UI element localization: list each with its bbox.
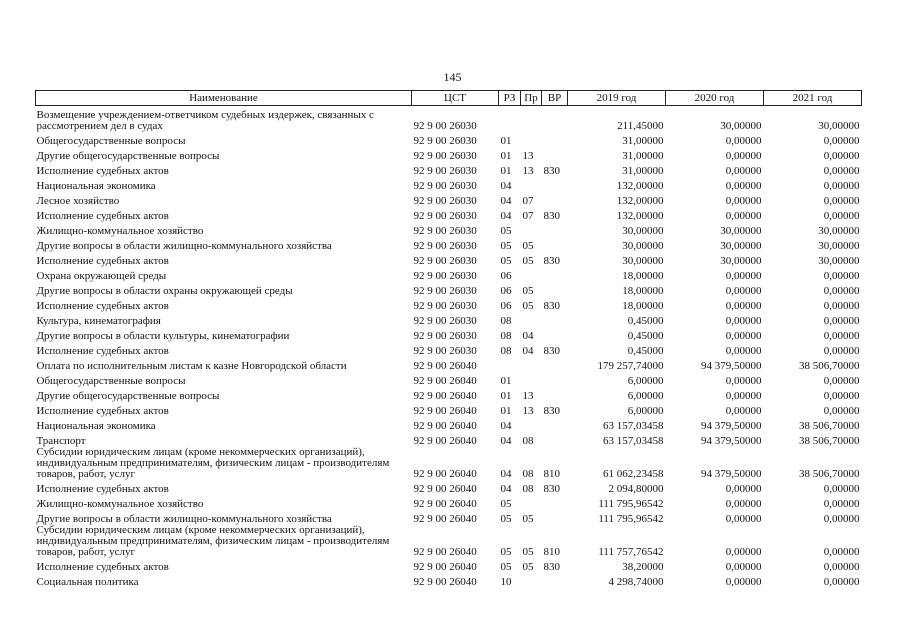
row-2019-cell: 61 062,23458 — [603, 467, 664, 480]
table-row — [36, 222, 862, 237]
row-vr-cell — [542, 387, 568, 402]
table-row — [36, 432, 862, 447]
row-2020-cell: 0,00000 — [725, 284, 762, 297]
budget-table — [35, 90, 862, 588]
row-2020-cell: 0,00000 — [725, 314, 762, 327]
row-name-cell: Другие вопросы в области охраны окружающей среды — [36, 284, 293, 297]
row-name-cell: Транспорт — [36, 434, 86, 447]
row-csr-cell: 92 9 00 26040 — [413, 560, 477, 573]
table-row — [36, 495, 862, 510]
row-2019-cell: 111 757,76542 — [598, 545, 664, 558]
table-row — [36, 147, 862, 162]
row-pr-cell: 07 — [522, 209, 534, 222]
row-vr-cell — [542, 106, 568, 132]
row-2021-cell: 0,00000 — [823, 164, 860, 177]
row-pr-cell: 08 — [522, 434, 534, 447]
row-2020-cell: 0,00000 — [725, 329, 762, 342]
table-row — [36, 267, 862, 282]
row-rz-cell: 06 — [500, 299, 512, 312]
row-2020-cell: 94 379,50000 — [701, 359, 762, 372]
table-row — [36, 327, 862, 342]
row-rz-cell: 01 — [500, 404, 512, 417]
row-2020-cell: 0,00000 — [725, 194, 762, 207]
row-2021-cell: 0,00000 — [823, 179, 860, 192]
row-2019-cell: 179 257,74000 — [597, 359, 664, 372]
table-row — [36, 372, 862, 387]
row-rz-cell: 01 — [500, 389, 512, 402]
row-name-cell: Охрана окружающей среды — [36, 269, 167, 282]
row-csr-cell: 92 9 00 26030 — [413, 149, 477, 162]
row-vr-cell: 830 — [543, 299, 560, 312]
row-name-cell: Другие вопросы в области жилищно-коммунального хозяйства — [36, 239, 332, 252]
row-2021-cell: 0,00000 — [823, 329, 860, 342]
row-name-cell: Другие вопросы в области культуры, кинематографии — [36, 329, 290, 342]
row-rz-cell: 08 — [500, 344, 512, 357]
row-pr-cell — [521, 573, 542, 588]
row-vr-cell: 830 — [543, 209, 560, 222]
row-csr-cell: 92 9 00 26040 — [413, 404, 477, 417]
row-2021-cell: 0,00000 — [823, 374, 860, 387]
row-vr-cell: 830 — [543, 164, 560, 177]
row-pr-cell — [521, 417, 542, 432]
row-pr-cell: 05 — [522, 239, 534, 252]
row-rz-cell: 01 — [500, 134, 512, 147]
row-name-cell: Оплата по исполнительным листам к казне Новгородской области — [36, 359, 347, 372]
row-2021-cell: 0,00000 — [823, 560, 860, 573]
row-2019-cell: 6,00000 — [627, 389, 664, 402]
row-csr-cell: 92 9 00 26040 — [413, 389, 477, 402]
row-rz-cell: 05 — [500, 512, 512, 525]
row-vr-cell — [542, 573, 568, 588]
row-pr-cell — [521, 177, 542, 192]
row-name-cell: Общегосударственные вопросы — [36, 134, 186, 147]
row-2019-cell: 18,00000 — [622, 299, 664, 312]
row-pr-cell — [521, 267, 542, 282]
row-pr-cell — [521, 222, 542, 237]
row-vr-cell: 830 — [543, 254, 560, 267]
table-row — [36, 252, 862, 267]
row-2019-cell: 211,45000 — [617, 119, 664, 132]
row-csr-cell: 92 9 00 26040 — [413, 545, 477, 558]
header-vr: ВР — [542, 91, 568, 106]
row-vr-cell: 830 — [543, 560, 560, 573]
row-2020-cell: 94 379,50000 — [701, 467, 762, 480]
row-csr-cell: 92 9 00 26040 — [413, 359, 477, 372]
header-2021: 2021 год — [764, 91, 862, 106]
row-vr-cell — [542, 495, 568, 510]
row-vr-cell — [542, 417, 568, 432]
row-2021-cell: 0,00000 — [823, 389, 860, 402]
row-2019-cell: 38,20000 — [622, 560, 664, 573]
row-rz-cell: 06 — [500, 269, 512, 282]
row-pr-cell — [521, 495, 542, 510]
row-rz-cell: 05 — [500, 545, 512, 558]
row-name-cell: Национальная экономика — [36, 179, 156, 192]
table-row — [36, 106, 862, 132]
row-2020-cell: 0,00000 — [725, 134, 762, 147]
row-2019-cell: 6,00000 — [627, 404, 664, 417]
row-vr-cell — [542, 222, 568, 237]
row-csr-cell: 92 9 00 26030 — [413, 269, 477, 282]
table-row — [36, 387, 862, 402]
row-2020-cell: 0,00000 — [725, 269, 762, 282]
row-pr-cell — [521, 312, 542, 327]
row-vr-cell — [542, 177, 568, 192]
row-vr-cell: 810 — [543, 467, 560, 480]
row-rz-cell: 10 — [500, 575, 512, 588]
row-2021-cell: 38 506,70000 — [799, 467, 860, 480]
row-csr-cell: 92 9 00 26040 — [413, 512, 477, 525]
row-name-cell: Другие вопросы в области жилищно-коммунального хозяйства — [36, 512, 332, 525]
row-csr-cell: 92 9 00 26040 — [413, 482, 477, 495]
row-name-cell: Субсидии юридическим лицам (кроме некоммерческих организаций), индивидуальным предпринимателям, физическим лицам - производителям товаров, работ, услуг — [36, 523, 390, 558]
row-rz-cell: 04 — [500, 482, 512, 495]
row-pr-cell: 13 — [522, 149, 534, 162]
row-2021-cell: 0,00000 — [823, 344, 860, 357]
row-pr-cell: 07 — [522, 194, 534, 207]
row-2021-cell: 0,00000 — [823, 149, 860, 162]
row-csr-cell: 92 9 00 26030 — [413, 254, 477, 267]
table-row — [36, 282, 862, 297]
row-pr-cell — [521, 132, 542, 147]
row-pr-cell: 04 — [522, 329, 534, 342]
row-2019-cell: 31,00000 — [622, 149, 664, 162]
table-header — [36, 91, 862, 106]
row-name-cell: Лесное хозяйство — [36, 194, 120, 207]
row-name-cell: Социальная политика — [36, 575, 139, 588]
row-csr-cell: 92 9 00 26030 — [413, 164, 477, 177]
row-2019-cell: 31,00000 — [622, 134, 664, 147]
row-2019-cell: 111 795,96542 — [598, 512, 664, 525]
row-2020-cell: 0,00000 — [725, 209, 762, 222]
row-name-cell: Жилищно-коммунальное хозяйство — [36, 497, 204, 510]
row-2021-cell: 38 506,70000 — [799, 419, 860, 432]
row-2020-cell: 94 379,50000 — [701, 434, 762, 447]
table-row — [36, 342, 862, 357]
row-2021-cell: 0,00000 — [823, 497, 860, 510]
table-row — [36, 402, 862, 417]
row-name-cell: Исполнение судебных актов — [36, 254, 169, 267]
row-2019-cell: 0,45000 — [627, 344, 664, 357]
row-csr-cell: 92 9 00 26030 — [413, 239, 477, 252]
row-2021-cell: 0,00000 — [823, 482, 860, 495]
row-pr-cell: 05 — [522, 254, 534, 267]
table-row — [36, 357, 862, 372]
row-name-cell: Исполнение судебных актов — [36, 164, 169, 177]
header-name: Наименование — [36, 91, 412, 106]
row-2020-cell: 0,00000 — [725, 164, 762, 177]
row-pr-cell — [521, 357, 542, 372]
row-rz-cell: 08 — [500, 329, 512, 342]
row-2019-cell: 30,00000 — [622, 224, 664, 237]
row-2020-cell: 0,00000 — [725, 404, 762, 417]
header-rz: РЗ — [499, 91, 521, 106]
row-csr-cell: 92 9 00 26040 — [413, 497, 477, 510]
row-rz-cell: 04 — [500, 179, 512, 192]
table-row — [36, 162, 862, 177]
row-2019-cell: 63 157,03458 — [603, 434, 664, 447]
row-2021-cell: 0,00000 — [823, 299, 860, 312]
row-name-cell: Национальная экономика — [36, 419, 156, 432]
row-2020-cell: 0,00000 — [725, 512, 762, 525]
row-2020-cell: 0,00000 — [725, 497, 762, 510]
row-2021-cell: 0,00000 — [823, 269, 860, 282]
row-2019-cell: 30,00000 — [622, 239, 664, 252]
row-2020-cell: 94 379,50000 — [701, 419, 762, 432]
row-2019-cell: 63 157,03458 — [603, 419, 664, 432]
table-row — [36, 558, 862, 573]
page-number: 145 — [443, 70, 462, 84]
row-2020-cell: 0,00000 — [725, 545, 762, 558]
row-csr-cell: 92 9 00 26040 — [413, 419, 477, 432]
row-csr-cell: 92 9 00 26030 — [413, 224, 477, 237]
row-pr-cell: 13 — [522, 164, 534, 177]
row-rz-cell: 04 — [500, 209, 512, 222]
row-2021-cell: 30,00000 — [818, 119, 860, 132]
row-vr-cell — [542, 237, 568, 252]
row-pr-cell: 05 — [522, 545, 534, 558]
table-row — [36, 192, 862, 207]
row-vr-cell: 830 — [543, 482, 560, 495]
row-2019-cell: 132,00000 — [616, 209, 664, 222]
row-2021-cell: 0,00000 — [823, 314, 860, 327]
row-vr-cell: 830 — [543, 344, 560, 357]
row-rz-cell: 04 — [500, 434, 512, 447]
table-row — [36, 237, 862, 252]
row-csr-cell: 92 9 00 26030 — [413, 314, 477, 327]
row-rz-cell — [499, 357, 521, 372]
row-vr-cell — [542, 510, 568, 525]
table-row — [36, 573, 862, 588]
row-rz-cell: 05 — [500, 239, 512, 252]
row-2020-cell: 0,00000 — [725, 149, 762, 162]
row-2020-cell: 0,00000 — [725, 179, 762, 192]
row-2021-cell: 0,00000 — [823, 284, 860, 297]
header-csr: ЦСТ — [412, 91, 499, 106]
row-name-cell: Возмещение учреждением-ответчиком судебных издержек, связанных с рассмотрением дел в судах — [36, 108, 374, 132]
row-vr-cell — [542, 372, 568, 387]
row-pr-cell: 08 — [522, 482, 534, 495]
table-row — [36, 525, 862, 558]
row-rz-cell: 01 — [500, 149, 512, 162]
row-csr-cell: 92 9 00 26030 — [413, 299, 477, 312]
row-2020-cell: 30,00000 — [720, 254, 762, 267]
row-rz-cell: 05 — [500, 497, 512, 510]
row-rz-cell — [499, 106, 521, 132]
row-2021-cell: 0,00000 — [823, 512, 860, 525]
row-vr-cell — [542, 192, 568, 207]
table-row — [36, 207, 862, 222]
row-name-cell: Субсидии юридическим лицам (кроме некоммерческих организаций), индивидуальным предпринимателям, физическим лицам - производителям товаров, работ, услуг — [36, 445, 390, 480]
row-name-cell: Исполнение судебных актов — [36, 344, 169, 357]
table-row — [36, 177, 862, 192]
row-2020-cell: 0,00000 — [725, 389, 762, 402]
row-2021-cell: 38 506,70000 — [799, 434, 860, 447]
header-pr: Пр — [521, 91, 542, 106]
row-2020-cell: 0,00000 — [725, 482, 762, 495]
row-pr-cell: 13 — [522, 389, 534, 402]
row-2020-cell: 0,00000 — [725, 575, 762, 588]
row-csr-cell: 92 9 00 26040 — [413, 575, 477, 588]
row-2021-cell: 30,00000 — [818, 254, 860, 267]
table-body — [36, 106, 862, 588]
table-row — [36, 510, 862, 525]
row-2021-cell: 0,00000 — [823, 404, 860, 417]
row-pr-cell: 05 — [522, 512, 534, 525]
row-pr-cell: 13 — [522, 404, 534, 417]
row-2021-cell: 0,00000 — [823, 575, 860, 588]
row-2020-cell: 30,00000 — [720, 224, 762, 237]
row-name-cell: Общегосударственные вопросы — [36, 374, 186, 387]
row-rz-cell: 08 — [500, 314, 512, 327]
row-rz-cell: 06 — [500, 284, 512, 297]
row-2019-cell: 132,00000 — [616, 179, 664, 192]
row-pr-cell: 08 — [522, 467, 534, 480]
row-2020-cell: 0,00000 — [725, 560, 762, 573]
row-pr-cell — [521, 372, 542, 387]
row-name-cell: Исполнение судебных актов — [36, 299, 169, 312]
row-pr-cell: 04 — [522, 344, 534, 357]
row-vr-cell — [542, 147, 568, 162]
header-2020: 2020 год — [666, 91, 764, 106]
row-2019-cell: 4 298,74000 — [608, 575, 664, 588]
row-name-cell: Другие общегосударственные вопросы — [36, 149, 220, 162]
row-csr-cell: 92 9 00 26040 — [413, 434, 477, 447]
table-row — [36, 480, 862, 495]
row-rz-cell: 04 — [500, 467, 512, 480]
table-row — [36, 297, 862, 312]
row-name-cell: Исполнение судебных актов — [36, 404, 169, 417]
row-rz-cell: 04 — [500, 194, 512, 207]
row-vr-cell — [542, 432, 568, 447]
row-2019-cell: 132,00000 — [616, 194, 664, 207]
row-2020-cell: 0,00000 — [725, 299, 762, 312]
header-2019: 2019 год — [568, 91, 666, 106]
row-name-cell: Исполнение судебных актов — [36, 482, 169, 495]
table-row — [36, 132, 862, 147]
row-rz-cell: 05 — [500, 224, 512, 237]
row-2021-cell: 0,00000 — [823, 545, 860, 558]
row-vr-cell — [542, 327, 568, 342]
row-csr-cell: 92 9 00 26030 — [413, 284, 477, 297]
row-vr-cell — [542, 132, 568, 147]
row-2020-cell: 30,00000 — [720, 119, 762, 132]
row-name-cell: Исполнение судебных актов — [36, 209, 169, 222]
row-2021-cell: 30,00000 — [818, 239, 860, 252]
row-2019-cell: 0,45000 — [627, 329, 664, 342]
row-csr-cell: 92 9 00 26030 — [413, 194, 477, 207]
row-name-cell: Другие общегосударственные вопросы — [36, 389, 220, 402]
row-rz-cell: 04 — [500, 419, 512, 432]
row-csr-cell: 92 9 00 26030 — [413, 329, 477, 342]
table-row — [36, 417, 862, 432]
row-csr-cell: 92 9 00 26040 — [413, 374, 477, 387]
row-vr-cell — [542, 357, 568, 372]
row-csr-cell: 92 9 00 26030 — [413, 209, 477, 222]
row-vr-cell — [542, 267, 568, 282]
row-rz-cell: 01 — [500, 164, 512, 177]
row-2020-cell: 0,00000 — [725, 344, 762, 357]
row-pr-cell: 05 — [522, 284, 534, 297]
row-csr-cell: 92 9 00 26030 — [413, 134, 477, 147]
row-2020-cell: 30,00000 — [720, 239, 762, 252]
row-csr-cell: 92 9 00 26030 — [413, 344, 477, 357]
row-2019-cell: 18,00000 — [622, 269, 664, 282]
row-name-cell: Культура, кинематография — [36, 314, 161, 327]
row-pr-cell: 05 — [522, 560, 534, 573]
row-pr-cell: 05 — [522, 299, 534, 312]
row-vr-cell — [542, 312, 568, 327]
table-row — [36, 447, 862, 480]
row-2021-cell: 0,00000 — [823, 209, 860, 222]
row-rz-cell: 05 — [500, 254, 512, 267]
row-vr-cell: 810 — [543, 545, 560, 558]
row-vr-cell — [542, 282, 568, 297]
row-csr-cell: 92 9 00 26040 — [413, 467, 477, 480]
row-2021-cell: 0,00000 — [823, 134, 860, 147]
row-pr-cell — [521, 106, 542, 132]
row-2019-cell: 30,00000 — [622, 254, 664, 267]
row-2019-cell: 18,00000 — [622, 284, 664, 297]
row-2021-cell: 38 506,70000 — [799, 359, 860, 372]
row-2019-cell: 31,00000 — [622, 164, 664, 177]
row-csr-cell: 92 9 00 26030 — [413, 119, 477, 132]
row-name-cell: Жилищно-коммунальное хозяйство — [36, 224, 204, 237]
row-vr-cell: 830 — [543, 404, 560, 417]
row-2019-cell: 0,45000 — [627, 314, 664, 327]
row-2019-cell: 6,00000 — [627, 374, 664, 387]
row-rz-cell: 05 — [500, 560, 512, 573]
row-csr-cell: 92 9 00 26030 — [413, 179, 477, 192]
row-name-cell: Исполнение судебных актов — [36, 560, 169, 573]
row-2021-cell: 0,00000 — [823, 194, 860, 207]
row-2020-cell: 0,00000 — [725, 374, 762, 387]
row-rz-cell: 01 — [500, 374, 512, 387]
row-2019-cell: 111 795,96542 — [598, 497, 664, 510]
table-row — [36, 312, 862, 327]
row-2019-cell: 2 094,80000 — [608, 482, 664, 495]
row-2021-cell: 30,00000 — [818, 224, 860, 237]
